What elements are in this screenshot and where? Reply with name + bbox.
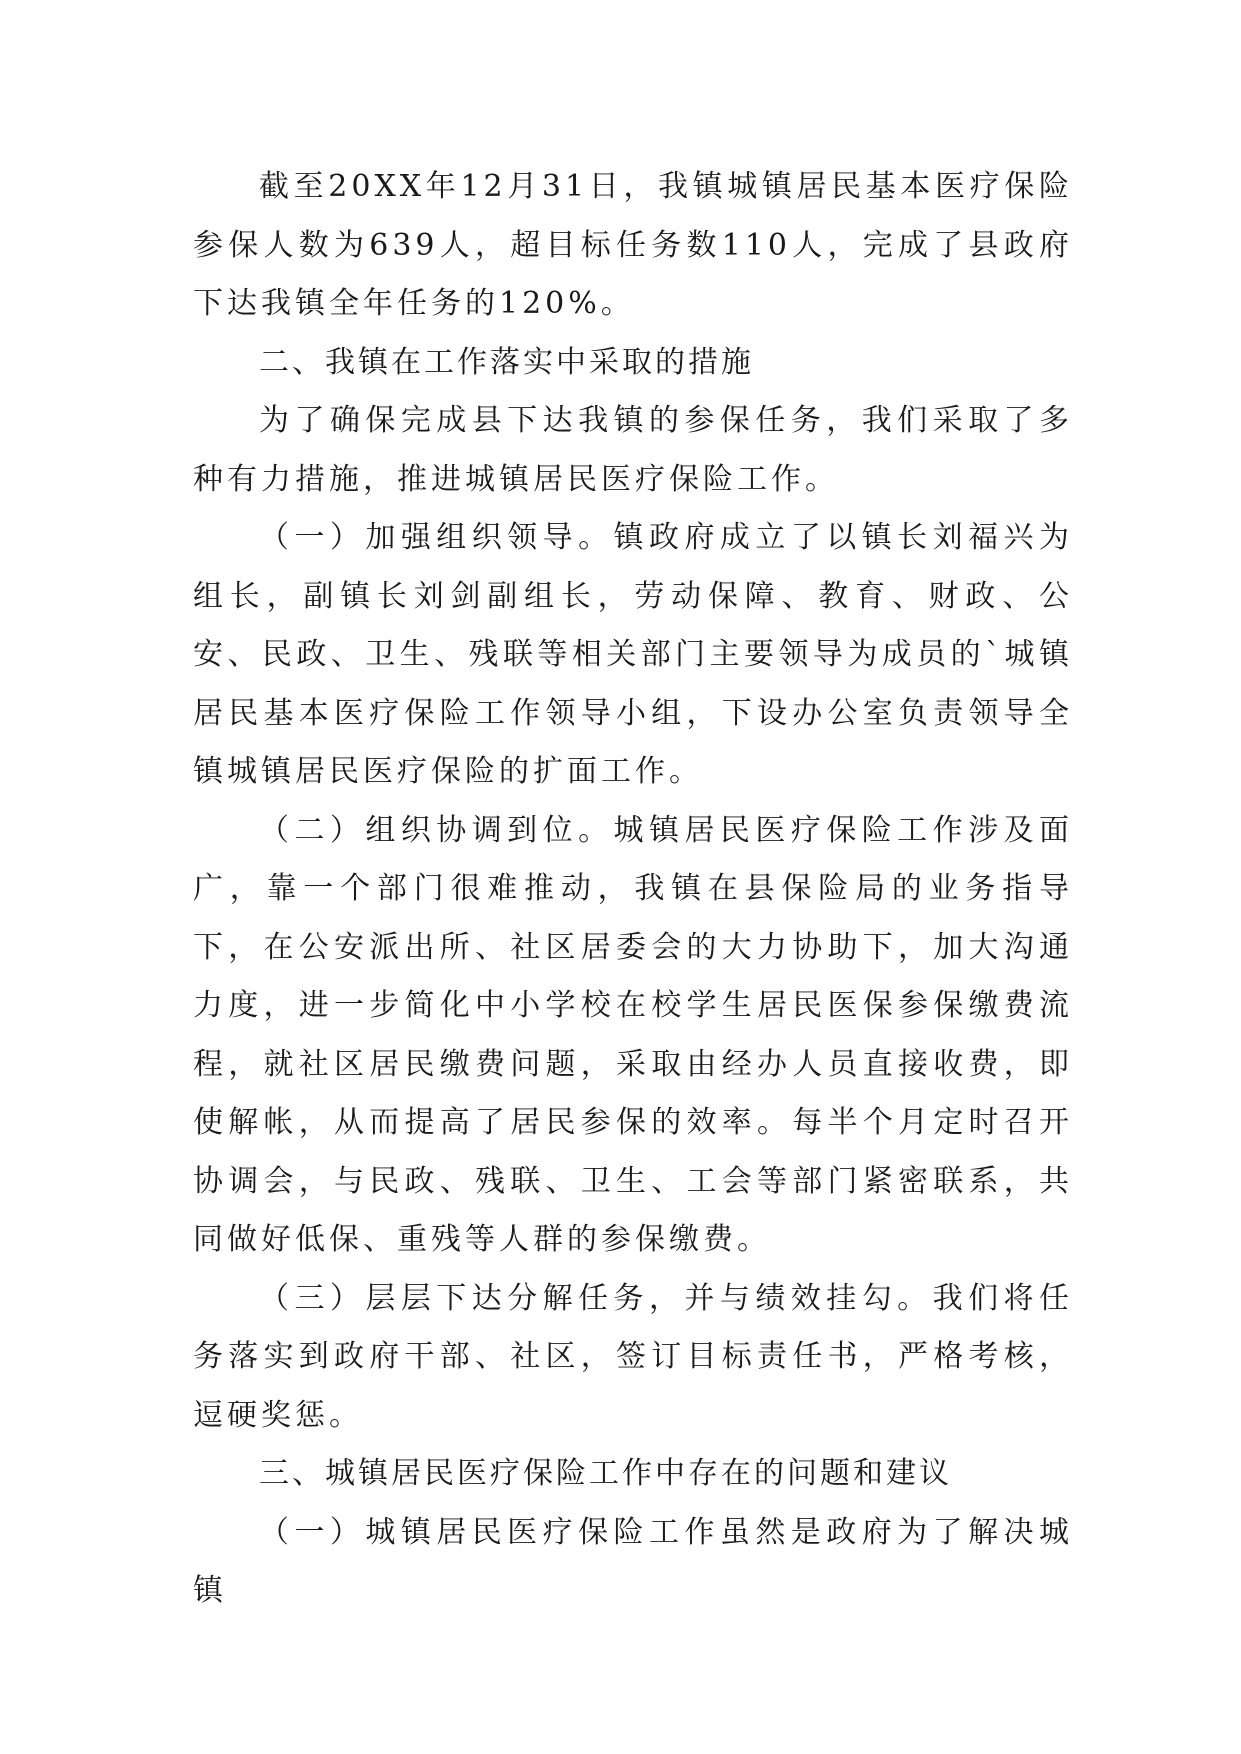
paragraph-task-assignment: （三）层层下达分解任务，并与绩效挂勾。我们将任务落实到政府干部、社区，签订目标责任书，严格考核，逗硬奖惩。 (193, 1280, 1073, 1433)
section-heading-problems: 三、城镇居民医疗保险工作中存在的问题和建议 (259, 1456, 952, 1491)
paragraph-coordination: （二）组织协调到位。城镇居民医疗保险工作涉及面广，靠一个部门很难推动，我镇在县保险局的业务指导下，在公安派出所、社区居委会的大力协助下，加大沟通力度，进一步简化中小学校在校学生居民医保参保缴费流程，就社区居民缴费问题，采取由经办人员直接收费，即使解帐，从而提高了居民参保的效率。每半个月定时召开协调会，与民政、残联、卫生、工会等部门紧密联系，共同做好低保、重残等人群的参保缴费。 (193, 812, 1073, 1257)
paragraph-leadership: （一）加强组织领导。镇政府成立了以镇长刘福兴为组长，副镇长刘剑副组长，劳动保障、教育、财政、公安、民政、卫生、残联等相关部门主要领导为成员的`城镇居民基本医疗保险工作领导小组，下设办公室负责领导全镇城镇居民医疗保险的扩面工作。 (193, 520, 1073, 789)
paragraph-enrollment-summary: 截至20XX年12月31日，我镇城镇居民基本医疗保险参保人数为639人，超目标任务数110人，完成了县政府下达我镇全年任务的120%。 (193, 169, 1073, 321)
paragraph-measures-intro: 为了确保完成县下达我镇的参保任务，我们采取了多种有力措施，推进城镇居民医疗保险工作。 (193, 403, 1073, 497)
section-heading-measures: 二、我镇在工作落实中采取的措施 (259, 344, 754, 380)
paragraph-problems-start: （一）城镇居民医疗保险工作虽然是政府为了解决城镇 (193, 1514, 1073, 1608)
document-body (193, 158, 1073, 1621)
